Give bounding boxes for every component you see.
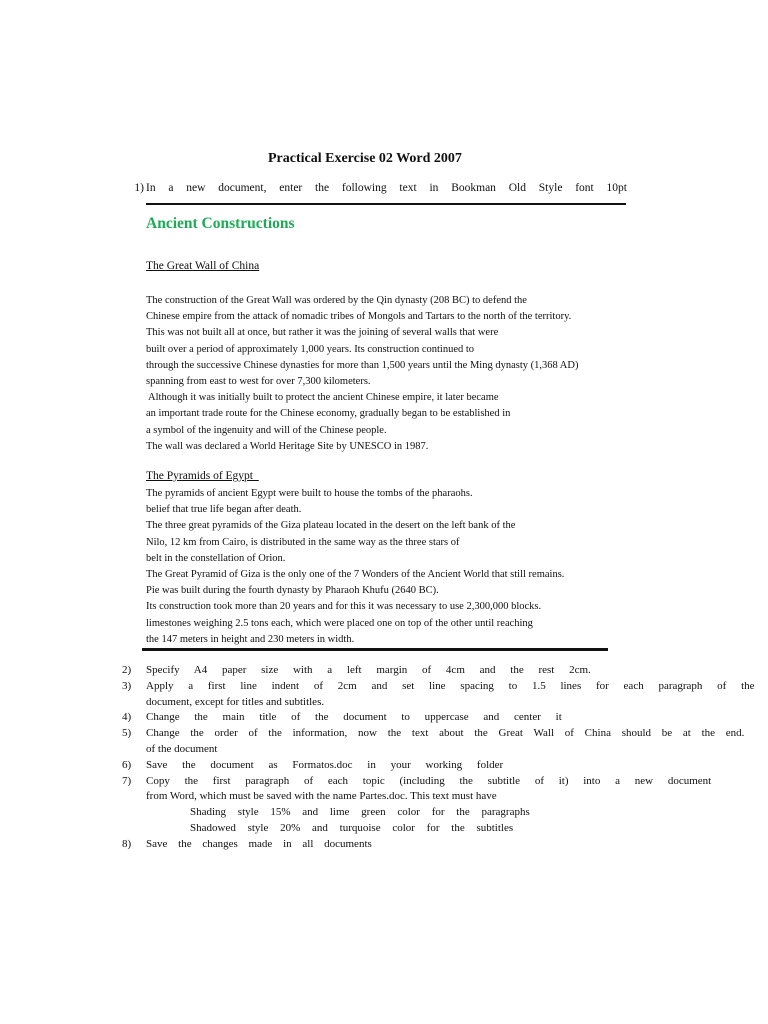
text-line: The construction of the Great Wall was ordered by the Qin dynasty (208 BC) to defend the — [146, 295, 527, 306]
text-line: The Great Pyramid of Giza is the only one of the 7 Wonders of the Ancient World that still remains. — [146, 569, 565, 581]
step-text: In a new document, enter the following text in Bookman Old Style font 10pt — [146, 182, 627, 194]
topic-subtitle-pyramids: The Pyramids of Egypt — [146, 470, 253, 482]
step-number: 1) — [134, 182, 144, 194]
instruction-list — [122, 663, 768, 853]
text-line: Pie was built during the fourth dynasty by Pharaoh Khufu (2640 BC). — [146, 585, 439, 597]
instruction-step-3: 3) Apply a first line indent of 2cm and set line spacing to 1.5 lines for each paragraph of the document, except for titles and subtitles. — [122, 679, 755, 708]
text-line: belt in the constellation of Orion. — [146, 552, 286, 564]
instruction-step-4: 4) Change the main title of the document to uppercase and center it — [122, 711, 562, 724]
text-line: Chinese empire from the attack of nomadic tribes of Mongols and Tartars to the north of the territory. — [146, 311, 572, 323]
text-line: limestones weighing 2.5 tons each, which were placed one on top of the other until reaching — [146, 617, 533, 629]
text-line: The pyramids of ancient Egypt were built to house the tombs of the pharaohs. — [146, 488, 473, 499]
text-line: The three great pyramids of the Giza plateau located in the desert on the left bank of the — [146, 520, 516, 532]
text-line: spanning from east to west for over 7,300 kilometers. — [146, 376, 371, 388]
instruction-step-5: 5) Change the order of the information, now the text about the Great Wall of China should be at the end. of the document — [122, 727, 745, 755]
instruction-step-8: 8) Save the changes made in all documents — [122, 837, 372, 850]
text-line: belief that true life began after death. — [146, 504, 302, 516]
instruction-step-7: 7) Copy the first paragraph of each topic (including the subtitle of it) into a new document from Word, which must be saved with the name Partes.doc. This text must have Shading style 15% and lime green color for the paragraphs Shadowed style 20% and turquoise color for the subtitles — [122, 774, 712, 834]
page-title: Practical Exercise 02 Word 2007 — [268, 151, 462, 166]
text-line: a symbol of the ingenuity and will of the Chinese people. — [146, 424, 387, 436]
top-divider — [146, 203, 626, 205]
text-line: The wall was declared a World Heritage Site by UNESCO in 1987. — [146, 440, 429, 452]
instruction-step-6: 6) Save the document as Formatos.doc in your working folder — [122, 758, 504, 771]
text-line: through the successive Chinese dynasties for more than 1,500 years until the Ming dynasty (1,368 AD) — [146, 359, 579, 371]
paragraph-pyramids — [146, 486, 564, 648]
text-line: Although it was initially built to protect the ancient Chinese empire, it later became — [146, 392, 499, 404]
topic-subtitle-great-wall: The Great Wall of China — [146, 260, 260, 272]
text-line: This was not built all at once, but rather it was the joining of several walls that were — [146, 327, 499, 339]
section-title: Ancient Constructions — [146, 215, 295, 232]
instruction-step-2: 2) Specify A4 paper size with a left margin of 4cm and the rest 2cm. — [122, 664, 591, 676]
bottom-divider — [142, 648, 608, 651]
text-line: built over a period of approximately 1,000 years. Its construction continued to — [146, 343, 475, 355]
text-line: the 147 meters in height and 230 meters in width. — [146, 633, 355, 645]
paragraph-great-wall — [146, 293, 578, 455]
text-line: an important trade route for the Chinese economy, gradually began to be established in — [146, 408, 511, 420]
text-line: Its construction took more than 20 years and for this it was necessary to use 2,300,000 blocks. — [146, 601, 542, 613]
text-line: Nilo, 12 km from Cairo, is distributed in the same way as the three stars of — [146, 536, 460, 548]
